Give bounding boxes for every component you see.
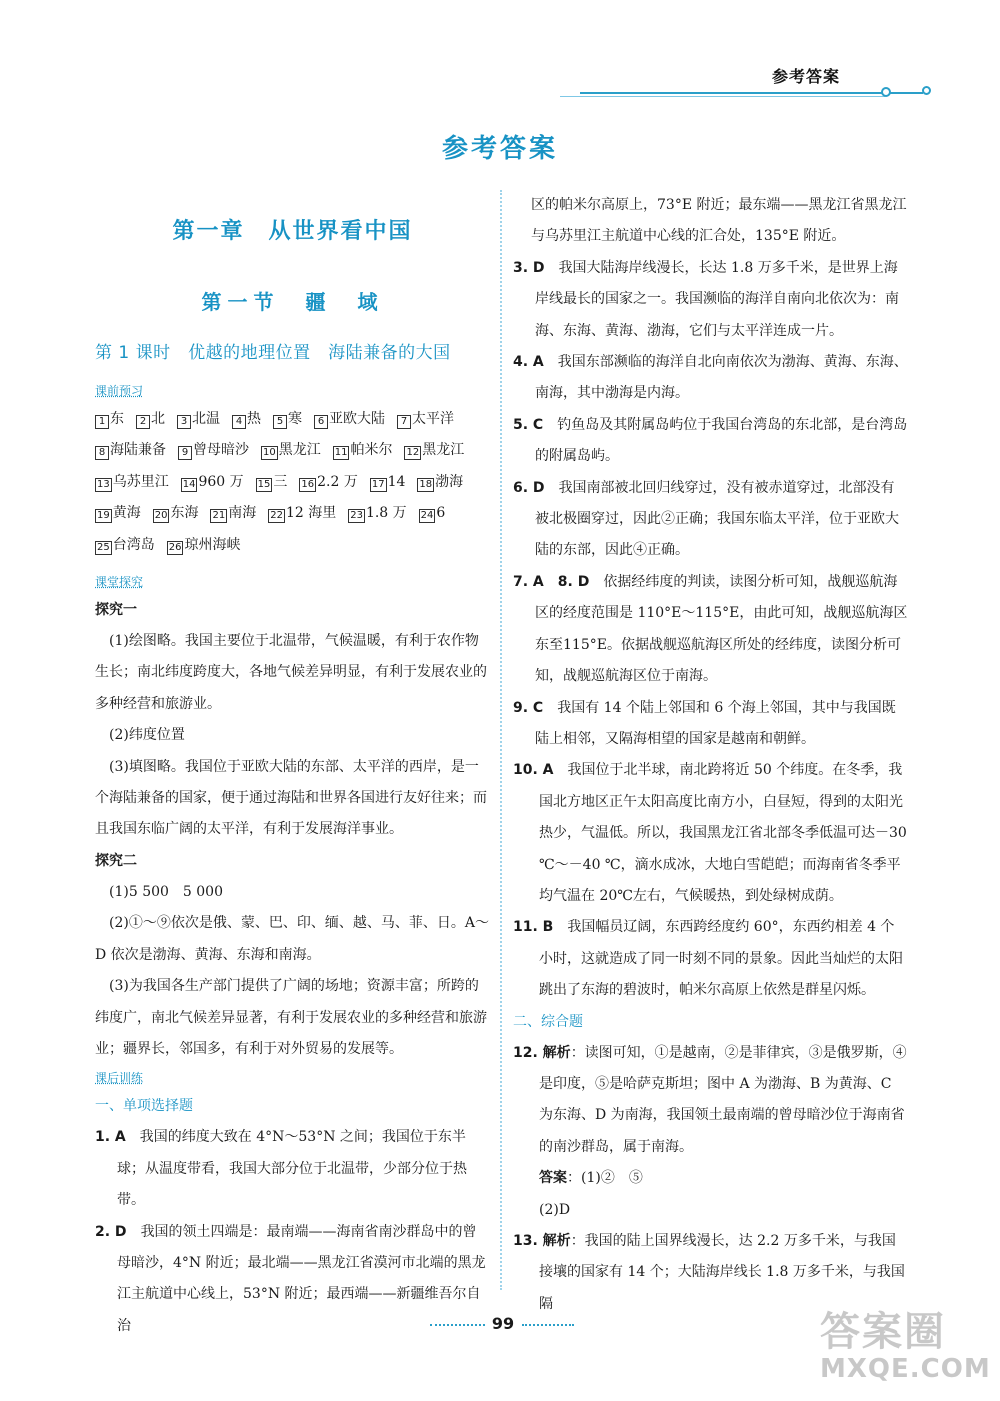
explore2-paragraph-1: (1)5 500 5 000 [109, 883, 223, 900]
answer-text: 琼州海峡 [184, 536, 241, 553]
chapter-title: 第一章 从世界看中国 [172, 219, 413, 244]
question-13-number: 13. 解析 [513, 1233, 571, 1249]
answer-text: 海陆兼备 [110, 442, 166, 459]
answer-text: 帕米尔 [350, 442, 393, 459]
question-3 [513, 253, 908, 347]
right-column [513, 190, 908, 1320]
answer-number-box: 12 [406, 447, 420, 459]
preclass-answer [261, 435, 321, 466]
answer-number-box: 7 [397, 415, 411, 429]
preclass-answer [181, 467, 244, 498]
question-5-text: 钓鱼岛及其附属岛屿位于我国台湾岛的东北部，是台湾岛的附属岛屿。 [535, 416, 908, 465]
question-7-8-text: 依据经纬度的判读，读图分析可知，战舰巡航海区的经度范围是 110°E～115°E，由此可知，战舰巡航海区东至115°E。依据战舰巡航海区所处的经纬度，读图分析可知，战舰巡航海区位于南海。 [535, 573, 908, 685]
answer-text: 曾母暗沙 [193, 442, 249, 459]
question-5 [513, 410, 908, 473]
answer-text: 乌苏里江 [112, 473, 169, 490]
question-5-number: 5. C [513, 416, 544, 433]
question-12 [513, 1038, 908, 1164]
single-choice-heading: 一、单项选择题 [95, 1098, 193, 1115]
answer-text: 南海 [228, 505, 257, 522]
header-rule-thin [560, 96, 885, 97]
preclass-answer [210, 498, 256, 529]
preclass-answer [299, 467, 357, 498]
answer-text: 渤海 [435, 473, 464, 490]
preclass-answer [136, 404, 165, 435]
preclass-answer [417, 467, 463, 498]
question-12-answer-label: 答案 [539, 1170, 567, 1187]
answer-text: 东 [110, 411, 124, 427]
header-circle-icon [881, 87, 891, 97]
answer-number-box: 20 [154, 510, 168, 522]
question-3-text: 我国大陆海岸线漫长，长达 1.8 万多千米，是世界上海岸线最长的国家之一。我国濒临的海洋自南向北依次为：南海、东海、黄海、渤海，它们与太平洋连成一片。 [535, 259, 899, 339]
question-9-text: 我国有 14 个陆上邻国和 6 个海上邻国，其中与我国既陆上相邻，又隔海相望的国家是越南和朝鲜。 [535, 699, 896, 747]
question-11-number: 11. B [513, 919, 554, 936]
answer-text: 黑龙江 [278, 442, 321, 459]
explore1-paragraph-3: (3)填图略。我国位于亚欧大陆的东部、太平洋的西岸，是一个海陆兼备的国家，便于通过海陆和世界各国进行友好往来；而且我国东临广阔的太平洋，有利于发展海洋事业。 [95, 758, 487, 838]
question-12-answer [513, 1163, 908, 1194]
answer-text: 三 [273, 473, 288, 490]
preclass-answer [404, 435, 464, 466]
answer-number-box: 4 [232, 415, 246, 429]
question-6-text: 我国南部被北回归线穿过，没有被赤道穿过，北部没有被北极圈穿过，因此②正确；我国东临太平洋，位于亚欧大陆的东部，因此④正确。 [535, 479, 899, 559]
question-13 [513, 1226, 908, 1320]
comprehensive-heading: 二、综合题 [513, 1013, 583, 1030]
answer-number-box: 6 [314, 415, 328, 429]
question-9 [513, 693, 908, 756]
question-1-text: 我国的纬度大致在 4°N～53°N 之间；我国位于东半球；从温度带看，我国大部分位于北温带，少部分位于热带。 [117, 1129, 467, 1209]
preclass-label: 课前预习 [95, 384, 144, 398]
answer-text: 热 [247, 411, 261, 427]
answer-number-box: 18 [419, 478, 433, 490]
preclass-answer [167, 530, 241, 561]
answer-number-box: 10 [263, 447, 276, 459]
header-tag: 参考答案 [772, 67, 841, 86]
header-circle-icon-end [922, 86, 931, 95]
watermark-top-text: 答案圈 [820, 1309, 946, 1355]
question-2-continued: 区的帕米尔高原上，73°E 附近；最东端——黑龙江省黑龙江与乌苏里江主航道中心线的汇合处，135°E 附近。 [531, 197, 907, 245]
answer-text: 北 [151, 411, 165, 427]
preclass-answer [314, 404, 385, 435]
question-10-text: 我国位于北半球，南北跨将近 50 个纬度。在冬季，我国北方地区正午太阳高度比南方小，白昼短，得到的太阳光热少，气温低。所以，我国黑龙江省北部冬季低温可达－30 ℃～－40 ℃，滴水成冰，大地白雪皑皑；而海南省冬季平均气温在 20℃左右，气候暖热，到处绿树成荫。 [539, 762, 907, 904]
answer-number-box: 21 [212, 510, 226, 522]
question-6 [513, 473, 908, 567]
explore2-paragraph-2: (2)①～⑨依次是俄、蒙、巴、印、缅、越、马、菲、日。A～D 依次是渤海、黄海、东海和南海。 [95, 915, 489, 963]
preclass-answers [95, 404, 490, 561]
question-7-8 [513, 567, 908, 693]
question-2-text: 我国的领土四端是：最南端——海南省南沙群岛中的曾母暗沙，4°N 附近；最北端——黑龙江省漠河市北端的黑龙江主航道中心线上，53°N 附近；最西端——新疆维吾尔自治 [117, 1223, 486, 1334]
answer-number-box: 8 [95, 446, 109, 460]
question-12-answer-2: (2)D [539, 1201, 571, 1218]
answer-number-box: 24 [420, 510, 434, 522]
answer-number-box: 13 [97, 478, 110, 490]
section-title: 第一节 疆 域 [201, 290, 384, 314]
watermark-bottom-text: MXQE.COM [820, 1354, 991, 1384]
answer-number-box: 19 [97, 510, 110, 522]
answer-text: 6 [436, 505, 446, 522]
answer-text: 太平洋 [412, 411, 454, 427]
preclass-answer [370, 467, 406, 498]
watermark-logo [820, 1310, 990, 1395]
inclass-label: 课堂探究 [95, 575, 144, 590]
preclass-answer [348, 498, 406, 529]
lesson-title: 第 1 课时 优越的地理位置 海陆兼备的大国 [95, 343, 451, 363]
question-10 [513, 755, 908, 912]
explore2-paragraph-3: (3)为我国各生产部门提供了广阔的场地；资源丰富；所跨的纬度广，南北气候差异显著，有利于发展农业的多种经营和旅游业；疆界长，邻国多，有利于对外贸易的发展等。 [95, 978, 487, 1057]
preclass-answer [95, 404, 124, 435]
header-connector [891, 92, 923, 94]
preclass-answer [153, 498, 199, 529]
question-7-8-number: 7. A 8. D [513, 573, 590, 590]
explore1-heading: 探究一 [95, 602, 137, 619]
question-12-answer-text: ：(1)② ⑤ [567, 1170, 643, 1187]
answer-number-box: 14 [182, 478, 196, 490]
answer-number-box: 22 [270, 510, 283, 522]
header-rule [580, 92, 910, 94]
preclass-answer [95, 530, 155, 561]
question-9-number: 9. C [513, 699, 544, 716]
answer-text: 12 海里 [285, 505, 337, 522]
preclass-answer [397, 404, 454, 435]
answer-number-box: 23 [350, 510, 363, 522]
answer-text: 14 [387, 473, 406, 490]
preclass-answer [419, 498, 446, 529]
answer-text: 1.8 万 [365, 505, 407, 522]
answer-text: 黄海 [112, 505, 141, 522]
answer-number-box: 15 [257, 478, 271, 490]
preclass-answer [232, 404, 261, 435]
answer-number-box: 2 [136, 415, 150, 429]
answer-number-box: 17 [371, 478, 385, 490]
column-divider [500, 190, 502, 1290]
question-4-number: 4. A [513, 354, 544, 371]
answer-text: 台湾岛 [112, 536, 155, 553]
question-11-text: 我国幅员辽阔，东西跨经度约 60°，东西约相差 4 个小时，这就造成了同一时刻不同的景象。因此当灿烂的太阳跳出了东海的碧波时，帕米尔高原上依然是群星闪烁。 [539, 919, 903, 999]
preclass-answer [177, 404, 220, 435]
answer-number-box: 5 [273, 415, 287, 429]
footer-dots-left [430, 1324, 485, 1326]
answer-text: 2.2 万 [317, 473, 358, 490]
question-13-text: ：我国的陆上国界线漫长，达 2.2 万多千米，与我国接壤的国家有 14 个；大陆海岸线长 1.8 万多千米，与我国隔 [539, 1233, 905, 1312]
answer-text: 黑龙江 [422, 442, 465, 459]
question-12-text: ：读图可知，①是越南，②是菲律宾，③是俄罗斯，④是印度，⑤是哈萨克斯坦；图中 A 为渤海、B 为黄海、C 为东海、D 为南海，我国领土最南端的曾母暗沙位于海南省的南沙群岛，属于南海。 [539, 1044, 907, 1155]
afterclass-label: 课后训练 [95, 1071, 144, 1086]
question-4 [513, 347, 908, 410]
answer-number-box: 26 [168, 541, 182, 553]
answer-text: 960 万 [198, 473, 244, 490]
preclass-answer [268, 498, 336, 529]
left-column [95, 210, 490, 1342]
question-11 [513, 912, 908, 1006]
footer-dots-right [522, 1324, 574, 1326]
answer-number-box: 1 [95, 415, 109, 429]
answer-number-box: 16 [301, 478, 315, 490]
answer-text: 东海 [170, 505, 199, 522]
explore1-paragraph-2: (2)纬度位置 [109, 727, 185, 744]
preclass-answer [256, 467, 288, 498]
answer-text: 亚欧大陆 [329, 411, 385, 427]
preclass-answer [95, 498, 141, 529]
page-number: 99 [483, 1307, 523, 1341]
question-4-text: 我国东部濒临的海洋自北向南依次为渤海、黄海、东海、南海，其中渤海是内海。 [535, 354, 908, 402]
preclass-answer [273, 404, 302, 435]
preclass-answer [333, 435, 393, 466]
question-2-number: 2. D [95, 1223, 127, 1240]
preclass-answer [95, 435, 166, 466]
explore1-paragraph-1: (1)绘图略。我国主要位于北温带，气候温暖，有利于农作物生长；南北纬度跨度大，各地气候差异明显，有利于发展农业的多种经营和旅游业。 [95, 633, 487, 712]
answer-number-box: 9 [178, 446, 192, 460]
question-3-number: 3. D [513, 259, 545, 276]
preclass-answer [178, 435, 249, 466]
page-title: 参考答案 [441, 134, 558, 164]
question-1-number: 1. A [95, 1129, 126, 1146]
answer-number-box: 11 [334, 447, 348, 459]
explore2-heading: 探究二 [95, 852, 137, 869]
answer-text: 北温 [192, 411, 220, 427]
answer-number-box: 25 [97, 541, 110, 553]
question-12-number: 12. 解析 [513, 1044, 571, 1061]
question-6-number: 6. D [513, 479, 545, 496]
answer-text: 寒 [288, 411, 302, 427]
answer-number-box: 3 [177, 415, 191, 429]
question-1 [95, 1122, 490, 1216]
preclass-answer [95, 467, 169, 498]
question-10-number: 10. A [513, 762, 554, 779]
